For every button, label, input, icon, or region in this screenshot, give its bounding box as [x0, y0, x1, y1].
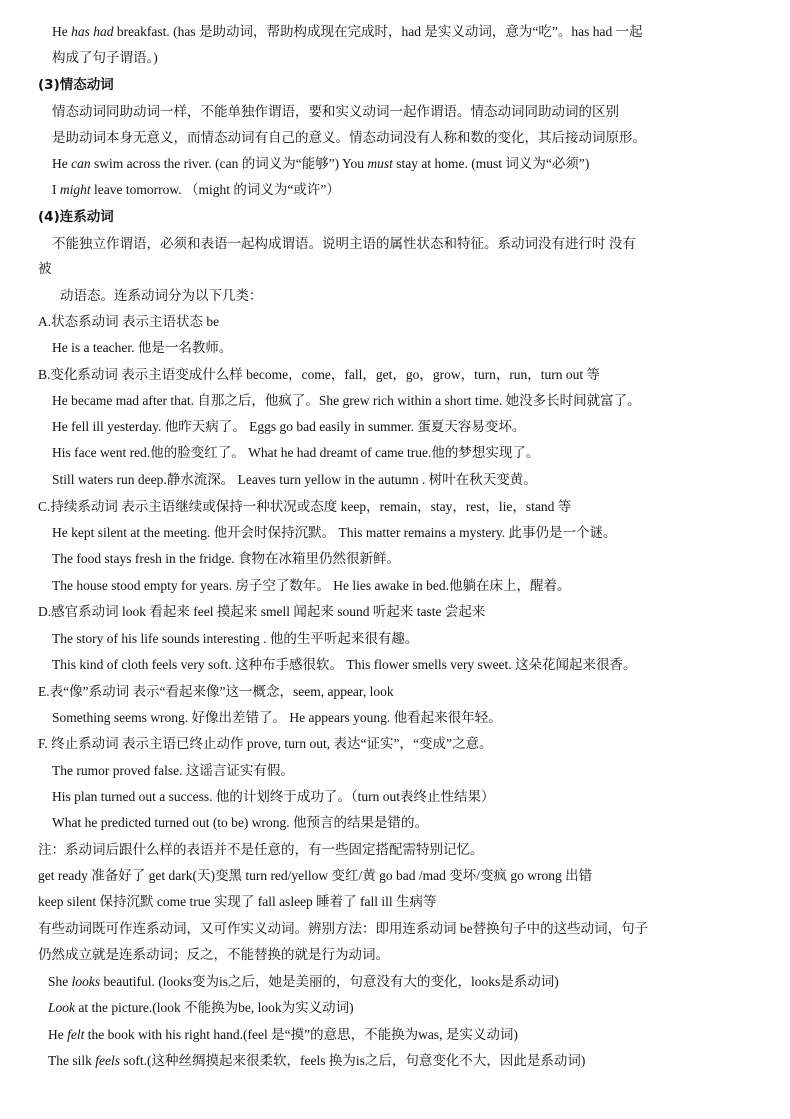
- text-line: [38, 945, 389, 965]
- emphasized-word: felt: [67, 1027, 85, 1042]
- text-line: [38, 602, 485, 622]
- text-run: 是助动词本身无意义，而情态动词有自己的意义。情态动词没有人称和数的变化，其后接动词原形。: [52, 130, 646, 145]
- emphasized-word: might: [59, 182, 91, 197]
- text-run: The house stood empty for years. 房子空了数年。 He lies awake in bed.他躺在床上，醒着。: [52, 578, 571, 593]
- text-line: [38, 866, 592, 886]
- text-line: [52, 154, 589, 174]
- section-heading: (4)连系动词: [38, 209, 114, 225]
- text-run: beautiful. (looks变为is之后，她是美丽的，句意没有大的变化，looks是系动词): [100, 974, 559, 989]
- emphasized-word: Look: [48, 1000, 75, 1015]
- text-run: 仍然成立就是连系动词；反之，不能替换的就是行为动词。: [38, 947, 389, 962]
- text-run: 有些动词既可作连系动词，又可作实义动词。辨别方法：即用连系动词 be替换句子中的这些动词，句子: [38, 921, 649, 936]
- text-line: [52, 391, 641, 411]
- text-run: The food stays fresh in the fridge. 食物在冰箱里仍然很新鲜。: [52, 551, 400, 566]
- text-run: stay at home. (must 词义为“必须”): [392, 156, 590, 171]
- text-line: [52, 338, 232, 358]
- text-line: [52, 813, 428, 833]
- text-run: He kept silent at the meeting. 他开会时保持沉默。 This matter remains a mystery. 此事仍是一个谜。: [52, 525, 617, 540]
- text-line: [38, 312, 219, 332]
- text-run: get ready 准备好了 get dark(天)变黑 turn red/yellow 变红/黄 go bad /mad 变坏/变疯 go wrong 出错: [38, 868, 593, 883]
- text-run: The silk: [48, 1053, 96, 1068]
- text-line: [52, 417, 525, 437]
- text-line: [52, 629, 418, 649]
- emphasized-word: has had: [71, 24, 114, 39]
- text-run: soft.(这种丝绸摸起来很柔软，feels 换为is之后，句意变化不大，因此是系动词): [120, 1053, 586, 1068]
- text-run: He: [48, 1027, 68, 1042]
- text-run: 不能独立作谓语，必须和表语一起构成谓语。说明主语的属性状态和特征。系动词没有进行时 没有: [52, 236, 636, 251]
- text-run: His plan turned out a success. 他的计划终于成功了。（turn out表终止性结果）: [52, 789, 495, 804]
- text-line: [38, 919, 648, 939]
- text-line: [38, 497, 571, 517]
- text-run: 情态动词同助动词一样，不能单独作谓语，要和实义动词一起作谓语。情态动词同助动词的区别: [52, 104, 619, 119]
- text-run: 构成了句子谓语。): [52, 50, 158, 65]
- text-line: [52, 787, 494, 807]
- text-run: The story of his life sounds interesting . 他的生平听起来很有趣。: [52, 631, 419, 646]
- text-line: [38, 892, 437, 912]
- text-run: The rumor proved false. 这谣言证实有假。: [52, 763, 294, 778]
- emphasized-word: must: [367, 156, 393, 171]
- text-line: [48, 1051, 585, 1071]
- text-run: He: [52, 156, 72, 171]
- text-run: at the picture.(look 不能换为be, look为实义动词): [75, 1000, 354, 1015]
- text-line: [52, 655, 637, 675]
- text-line: [52, 443, 539, 463]
- text-line: [38, 365, 600, 385]
- text-run: 动语态。连系动词分为以下几类：: [60, 288, 263, 303]
- text-line: [48, 972, 559, 992]
- emphasized-word: feels: [95, 1053, 120, 1068]
- text-run: keep silent 保持沉默 come true 实现了 fall asleep 睡着了 fall ill 生病等: [38, 894, 437, 909]
- text-run: She: [48, 974, 72, 989]
- emphasized-word: looks: [71, 974, 101, 989]
- text-run: F. 终止系动词 表示主语已终止动作 prove, turn out, 表达“证实”，“变成”之意。: [38, 736, 493, 751]
- text-line: [38, 75, 114, 95]
- text-run: A.状态系动词 表示主语状态 be: [38, 314, 220, 329]
- emphasized-word: can: [71, 156, 91, 171]
- text-line: [38, 259, 52, 279]
- text-line: [38, 840, 484, 860]
- text-run: 被: [38, 261, 52, 276]
- text-run: 注：系动词后跟什么样的表语并不是任意的，有一些固定搭配需特别记忆。: [38, 842, 484, 857]
- text-line: [52, 470, 537, 490]
- text-run: D.感官系动词 look 看起来 feel 摸起来 smell 闻起来 sound 听起来 taste 尝起来: [38, 604, 486, 619]
- text-run: leave tomorrow. （might 的词义为“或许”）: [90, 182, 340, 197]
- text-line: [38, 682, 394, 702]
- text-run: Something seems wrong. 好像出差错了。 He appears young. 他看起来很年轻。: [52, 710, 502, 725]
- text-run: E.表“像”系动词 表示“看起来像”这一概念，seem, appear, look: [38, 684, 394, 699]
- section-heading: (3)情态动词: [38, 77, 114, 93]
- text-run: swim across the river. (can 的词义为“能够”) You: [90, 156, 368, 171]
- text-line: [52, 708, 502, 728]
- text-line: [38, 207, 114, 227]
- text-line: [52, 48, 158, 68]
- text-line: [52, 761, 294, 781]
- text-line: [52, 22, 643, 42]
- text-run: He fell ill yesterday. 他昨天病了。 Eggs go bad easily in summer. 蛋夏天容易变坏。: [52, 419, 526, 434]
- text-line: [52, 549, 400, 569]
- text-line: [52, 102, 619, 122]
- text-run: the book with his right hand.(feel 是“摸”的意思，不能换为was, 是实义动词): [84, 1027, 518, 1042]
- text-run: He is a teacher. 他是一名教师。: [52, 340, 233, 355]
- text-run: His face went red.他的脸变红了。 What he had dreamt of came true.他的梦想实现了。: [52, 445, 540, 460]
- text-run: I: [52, 182, 60, 197]
- text-line: [38, 734, 493, 754]
- text-run: C.持续系动词 表示主语继续或保持一种状况或态度 keep，remain，stay，rest，lie，stand 等: [38, 499, 572, 514]
- text-line: [52, 523, 617, 543]
- text-line: [48, 998, 354, 1018]
- text-line: [60, 286, 263, 306]
- text-run: Still waters run deep.静水流深。 Leaves turn yellow in the autumn . 树叶在秋天变黄。: [52, 472, 537, 487]
- text-run: This kind of cloth feels very soft. 这种布手感很软。 This flower smells very sweet. 这朵花闻起来很香。: [52, 657, 637, 672]
- text-run: He became mad after that. 自那之后，他疯了。She grew rich within a short time. 她没多长时间就富了。: [52, 393, 641, 408]
- text-run: He: [52, 24, 72, 39]
- text-line: [52, 234, 636, 254]
- text-line: [52, 128, 646, 148]
- text-run: B.变化系动词 表示主语变成什么样 become，come，fall，get，go，grow，turn，run，turn out 等: [38, 367, 601, 382]
- text-run: What he predicted turned out (to be) wrong. 他预言的结果是错的。: [52, 815, 429, 830]
- text-line: [52, 576, 571, 596]
- text-line: [52, 180, 340, 200]
- text-line: [48, 1025, 518, 1045]
- text-run: breakfast. (has 是助动词，帮助构成现在完成时，had 是实义动词，意为“吃”。has had 一起: [113, 24, 643, 39]
